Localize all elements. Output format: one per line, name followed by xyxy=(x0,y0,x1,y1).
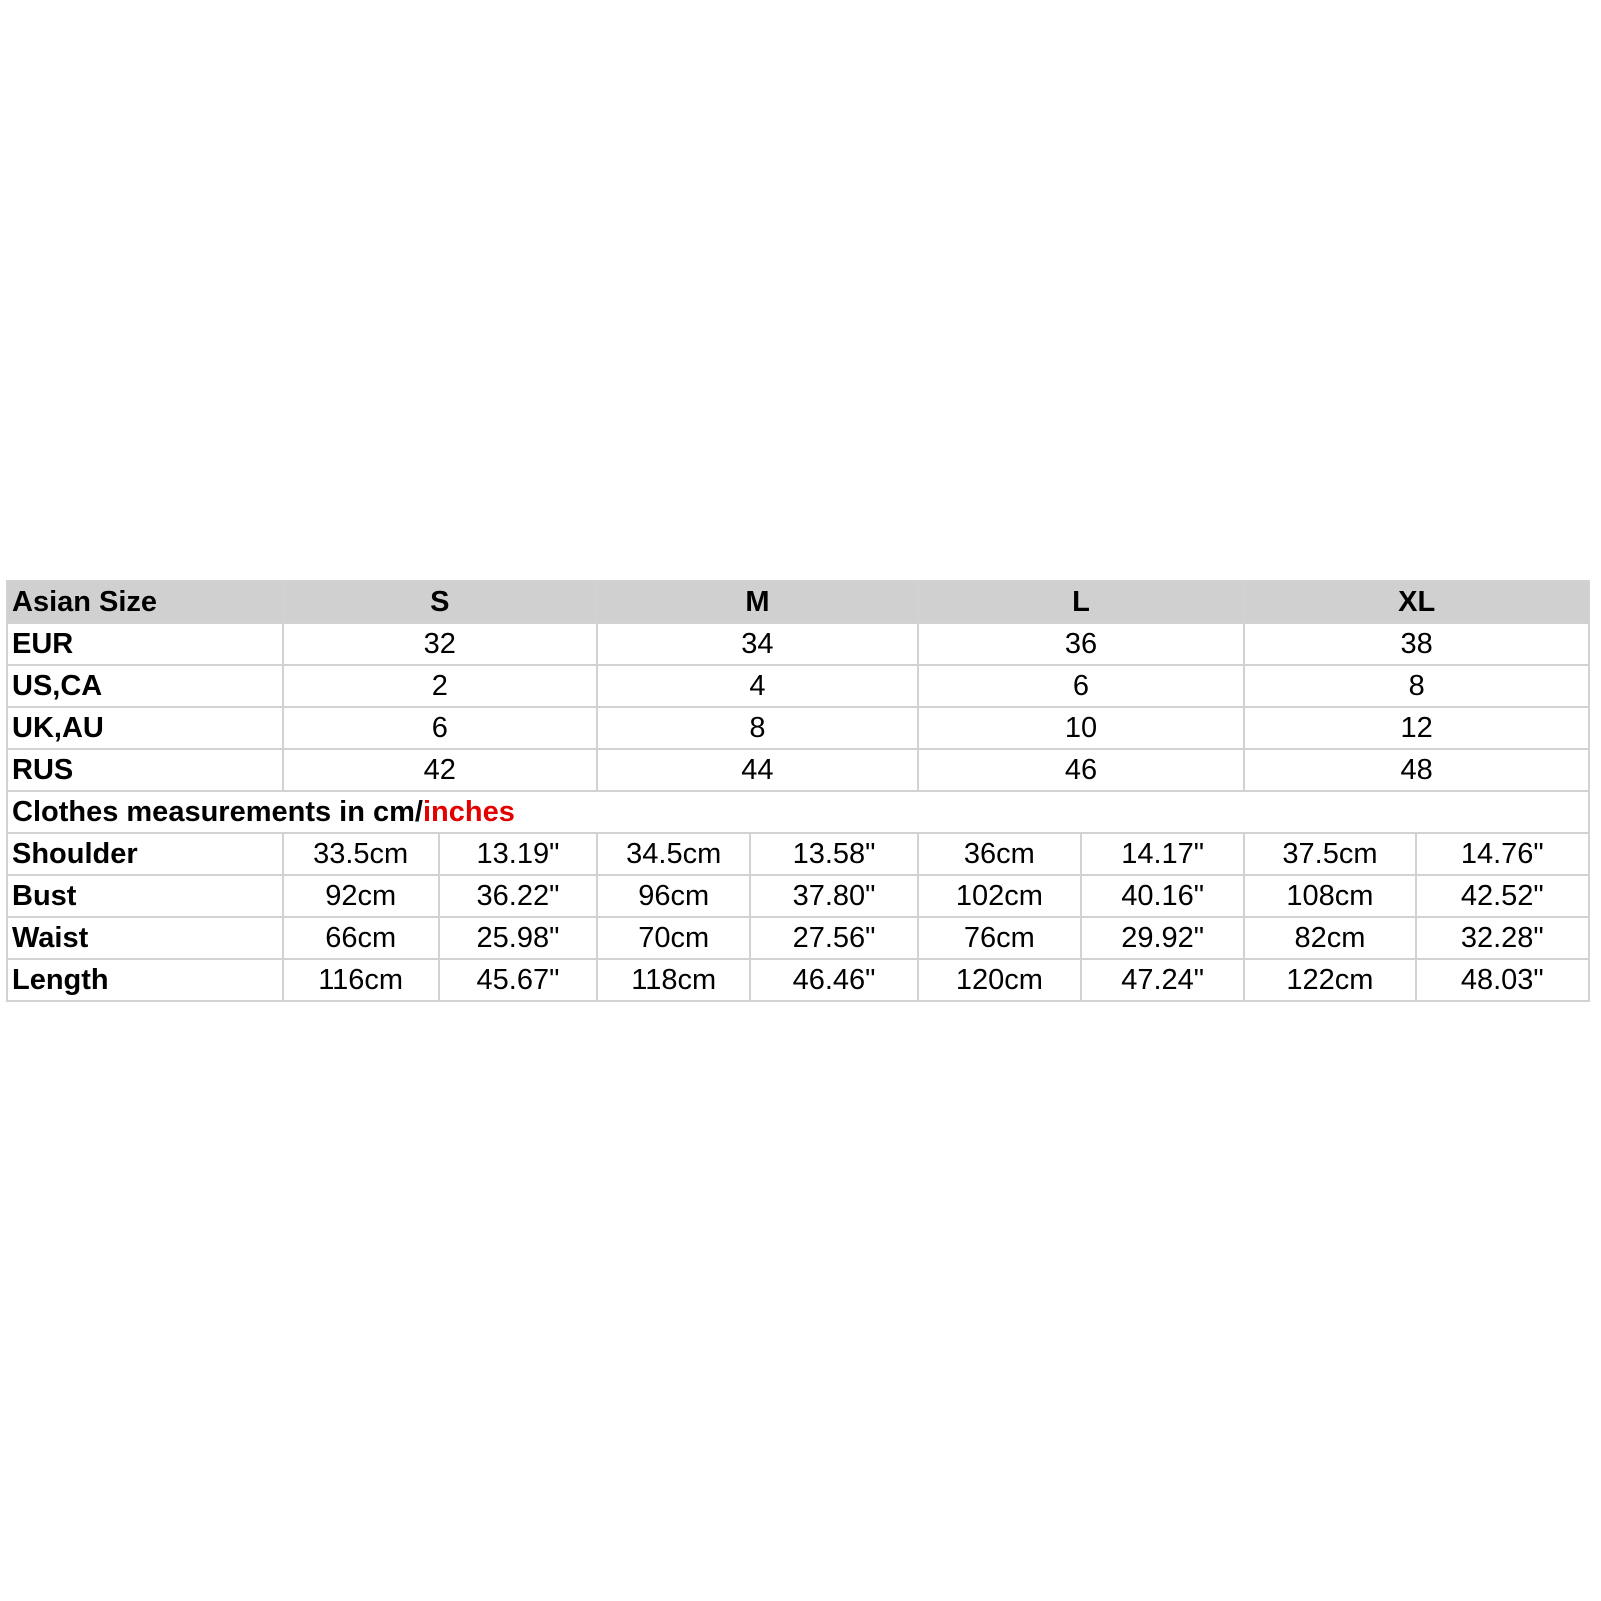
size-value: 48 xyxy=(1244,749,1589,791)
section-row xyxy=(7,791,1589,833)
row-label: US,CA xyxy=(7,665,283,707)
row-label: RUS xyxy=(7,749,283,791)
inch-value: 13.58" xyxy=(750,833,917,875)
inch-value: 29.92" xyxy=(1081,917,1244,959)
inch-value: 14.17" xyxy=(1081,833,1244,875)
cm-value: 34.5cm xyxy=(597,833,750,875)
size-value: 8 xyxy=(597,707,918,749)
inch-value: 36.22" xyxy=(439,875,597,917)
section-title-suffix: inches xyxy=(422,796,515,828)
inch-value: 32.28" xyxy=(1416,917,1589,959)
header-size-xl: XL xyxy=(1244,581,1589,623)
size-value: 4 xyxy=(597,665,918,707)
size-value: 8 xyxy=(1244,665,1589,707)
size-value: 36 xyxy=(918,623,1245,665)
row-label: EUR xyxy=(7,623,283,665)
cm-value: 33.5cm xyxy=(283,833,439,875)
size-value: 6 xyxy=(918,665,1245,707)
size-value: 46 xyxy=(918,749,1245,791)
row-label: Bust xyxy=(7,875,283,917)
cm-value: 76cm xyxy=(918,917,1081,959)
size-value: 38 xyxy=(1244,623,1589,665)
row-label: Waist xyxy=(7,917,283,959)
header-size-m: M xyxy=(597,581,918,623)
measure-row-shoulder xyxy=(7,833,1589,875)
size-value: 32 xyxy=(283,623,598,665)
row-label: Length xyxy=(7,959,283,1001)
inch-value: 37.80" xyxy=(750,875,917,917)
row-label: UK,AU xyxy=(7,707,283,749)
size-value: 2 xyxy=(283,665,598,707)
size-row-rus xyxy=(7,749,1589,791)
cm-value: 37.5cm xyxy=(1244,833,1415,875)
cm-value: 108cm xyxy=(1244,875,1415,917)
cm-value: 96cm xyxy=(597,875,750,917)
cm-value: 122cm xyxy=(1244,959,1415,1001)
size-value: 6 xyxy=(283,707,598,749)
inch-value: 14.76" xyxy=(1416,833,1589,875)
header-label: Asian Size xyxy=(7,581,283,623)
cm-value: 92cm xyxy=(283,875,439,917)
inch-value: 42.52" xyxy=(1416,875,1589,917)
size-value: 42 xyxy=(283,749,598,791)
inch-value: 25.98" xyxy=(439,917,597,959)
cm-value: 120cm xyxy=(918,959,1081,1001)
size-value: 34 xyxy=(597,623,918,665)
cm-value: 82cm xyxy=(1244,917,1415,959)
measure-row-length xyxy=(7,959,1589,1001)
row-label: Shoulder xyxy=(7,833,283,875)
inch-value: 40.16" xyxy=(1081,875,1244,917)
size-value: 44 xyxy=(597,749,918,791)
measure-row-waist xyxy=(7,917,1589,959)
header-size-l: L xyxy=(918,581,1245,623)
section-title xyxy=(7,791,1589,833)
header-size-s: S xyxy=(283,581,598,623)
cm-value: 66cm xyxy=(283,917,439,959)
size-value: 12 xyxy=(1244,707,1589,749)
size-value: 10 xyxy=(918,707,1245,749)
cm-value: 36cm xyxy=(918,833,1081,875)
cm-value: 70cm xyxy=(597,917,750,959)
size-row-uk-au xyxy=(7,707,1589,749)
section-title-prefix: Clothes measurements in cm/ xyxy=(12,796,423,828)
header-row xyxy=(7,581,1589,623)
inch-value: 47.24" xyxy=(1081,959,1244,1001)
cm-value: 116cm xyxy=(283,959,439,1001)
inch-value: 48.03" xyxy=(1416,959,1589,1001)
cm-value: 102cm xyxy=(918,875,1081,917)
cm-value: 118cm xyxy=(597,959,750,1001)
size-row-us-ca xyxy=(7,665,1589,707)
inch-value: 45.67" xyxy=(439,959,597,1001)
inch-value: 13.19" xyxy=(439,833,597,875)
measure-row-bust xyxy=(7,875,1589,917)
inch-value: 27.56" xyxy=(750,917,917,959)
size-row-eur xyxy=(7,623,1589,665)
inch-value: 46.46" xyxy=(750,959,917,1001)
size-chart-table xyxy=(6,580,1590,1002)
